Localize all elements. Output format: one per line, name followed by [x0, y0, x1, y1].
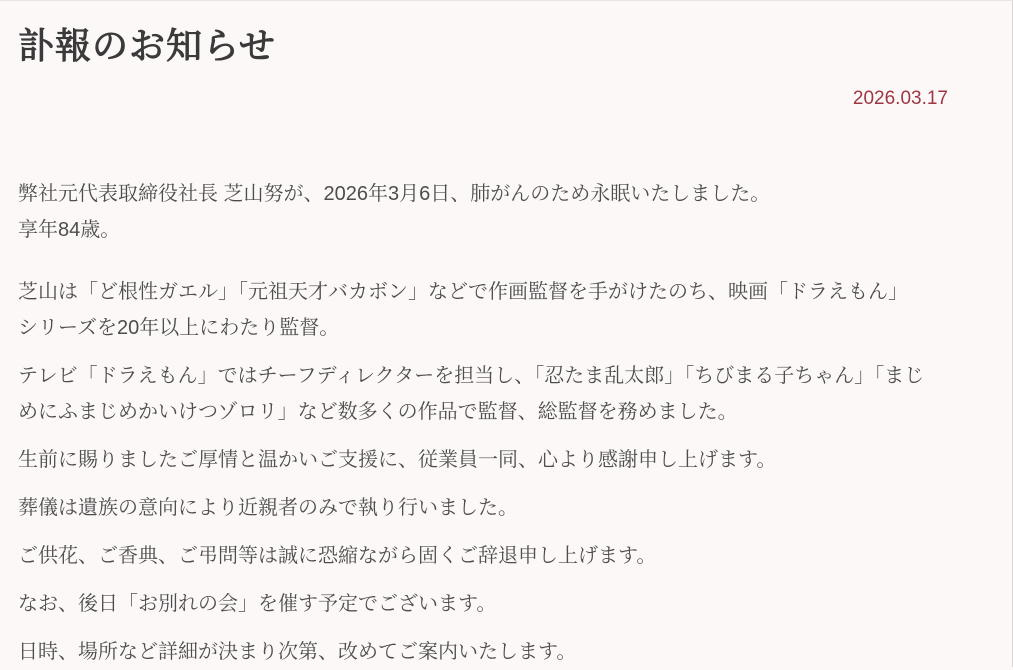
body-paragraph — [18, 442, 948, 478]
body-paragraph — [18, 538, 948, 574]
text-line: 日時、場所など詳細が決まり次第、改めてご案内いたします。 — [18, 640, 577, 663]
text-line: 芝山は「ど根性ガエル」「元祖天才バカボン」などで作画監督を手がけたのち、映画「ドラえもん」 — [18, 280, 908, 303]
text-line: ご供花、ご香典、ご弔問等は誠に恐縮ながら固くご辞退申し上げます。 — [18, 544, 657, 567]
body-paragraph — [18, 358, 948, 430]
body-paragraph — [18, 176, 948, 248]
body-paragraph — [18, 634, 948, 670]
text-line: 生前に賜りましたご厚情と温かいご支援に、従業員一同、心より感謝申し上げます。 — [18, 448, 777, 471]
page-title: 訃報のお知らせ — [18, 25, 276, 66]
publish-date: 2026.03.17 — [852, 87, 948, 109]
text-line: なお、後日「お別れの会」を催す予定でございます。 — [18, 592, 497, 615]
body-paragraph — [18, 490, 948, 526]
obituary-notice-page — [0, 1, 1012, 667]
text-line: めにふまじめかいけつゾロリ」など数多くの作品で監督、総監督を務めました。 — [18, 400, 738, 423]
text-line: 享年84歳。 — [18, 218, 121, 241]
text-line: 葬儀は遺族の意向により近親者のみで執り行いました。 — [18, 496, 518, 519]
text-line: テレビ「ドラえもん」ではチーフディレクターを担当し、「忍たま乱太郎」「ちびまる子ちゃん」「まじ — [18, 364, 925, 387]
body-paragraph — [18, 274, 948, 346]
text-line: シリーズを20年以上にわたり監督。 — [18, 316, 340, 339]
notice-body — [18, 176, 948, 670]
text-line: 弊社元代表取締役社長 芝山努が、2026年3月6日、肺がんのため永眠いたしました。 — [18, 182, 771, 205]
body-paragraph — [18, 586, 948, 622]
